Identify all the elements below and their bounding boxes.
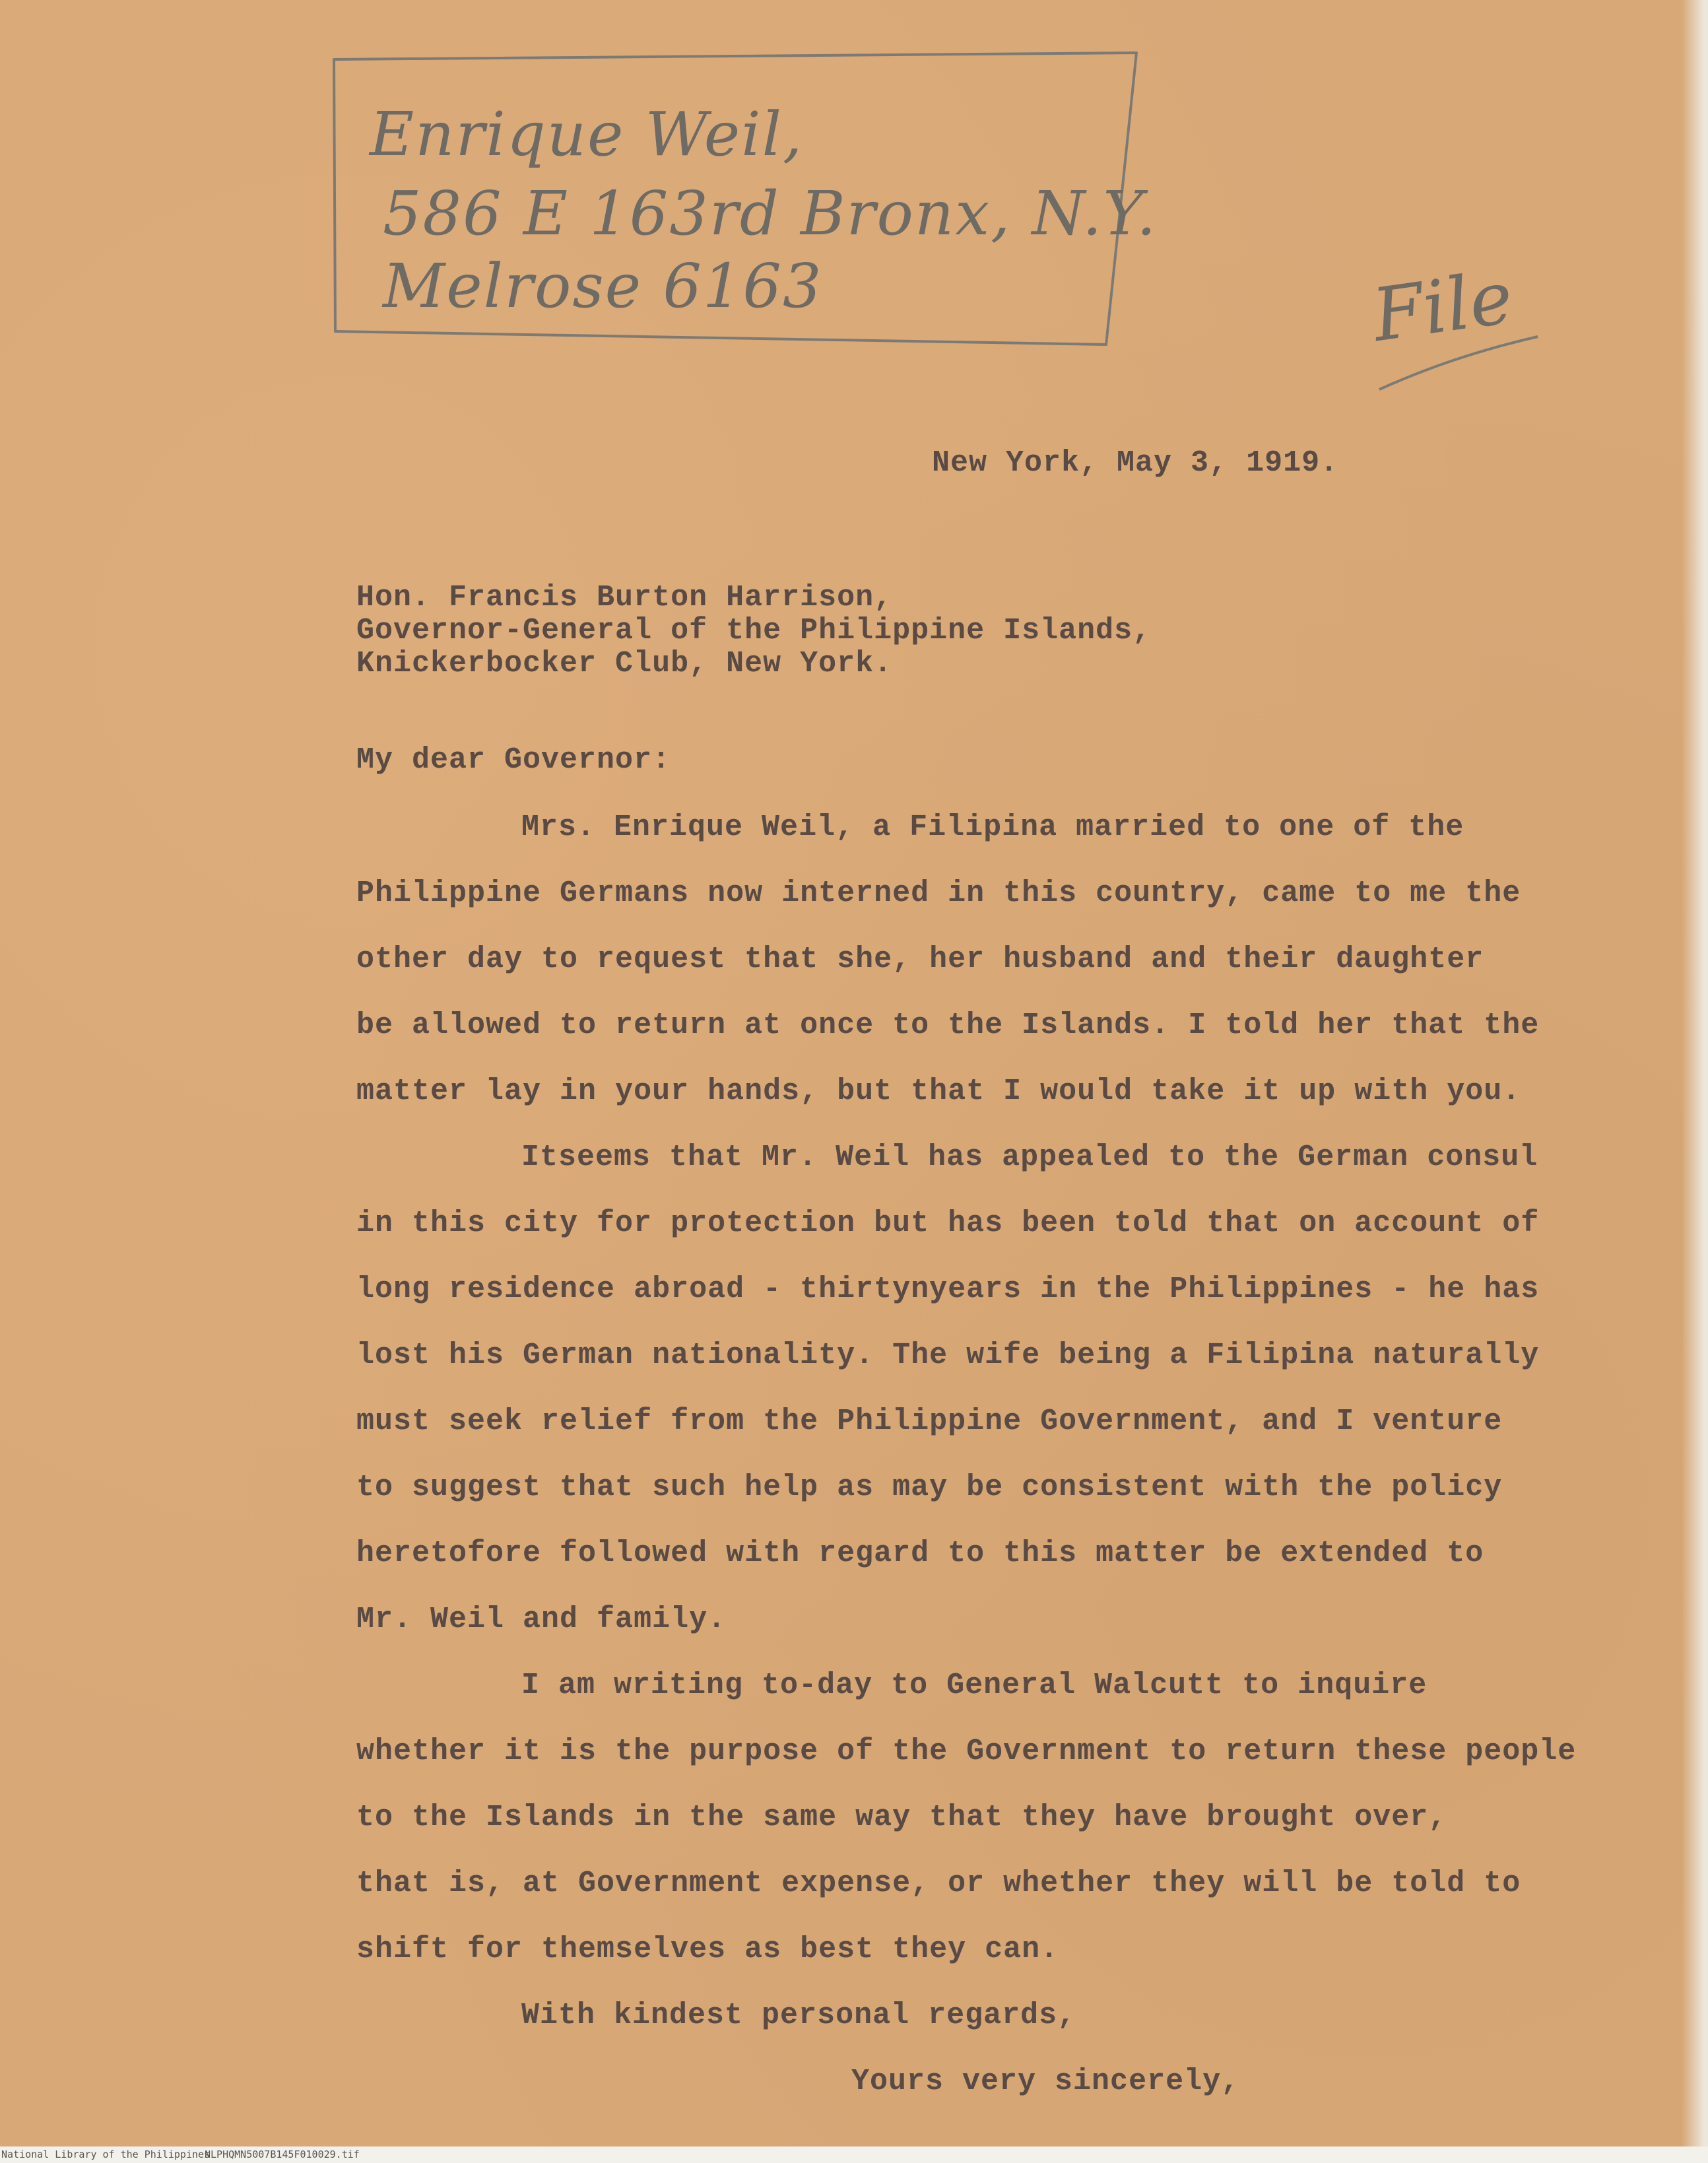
library-credit: National Library of the Philippines	[1, 2148, 211, 2160]
salutation: My dear Governor:	[356, 743, 671, 777]
handwritten-street: 586 E 163rd Bronx, N.Y.	[383, 178, 1158, 249]
body-line: shift for themselves as best they can.	[356, 1933, 1059, 1966]
body-line: to suggest that such help as may be consistent with the policy	[356, 1471, 1503, 1504]
file-identifier: NLPHQMN5007B145F010029.tif	[205, 2148, 360, 2160]
regards-line: With kindest personal regards,	[521, 1999, 1076, 2032]
recipient-name: Hon. Francis Burton Harrison,	[356, 581, 893, 615]
body-line: must seek relief from the Philippine Government, and I venture	[356, 1405, 1503, 1438]
body-line: whether it is the purpose of the Government to return these people	[356, 1735, 1577, 1768]
handwritten-phone: Melrose 6163	[383, 251, 823, 321]
body-line: lost his German nationality. The wife being a Filipina naturally	[356, 1339, 1540, 1372]
body-line: Itseems that Mr. Weil has appealed to the German consul	[521, 1141, 1538, 1174]
closing: Yours very sincerely,	[851, 2065, 1240, 2098]
body-line: to the Islands in the same way that they have brought over,	[356, 1801, 1447, 1834]
body-line: in this city for protection but has been told that on account of	[356, 1207, 1540, 1240]
body-line: I am writing to-day to General Walcutt to inquire	[521, 1669, 1428, 1702]
body-line: heretofore followed with regard to this matter be extended to	[356, 1537, 1484, 1570]
body-line: that is, at Government expense, or whether they will be told to	[356, 1867, 1521, 1900]
body-line: long residence abroad - thirtynyears in the Philippines - he has	[356, 1273, 1540, 1306]
page-edge	[1682, 0, 1708, 2163]
recipient-address: Knickerbocker Club, New York.	[356, 647, 893, 681]
file-mark-underline	[1373, 323, 1544, 396]
body-line: Mrs. Enrique Weil, a Filipina married to one of the	[521, 811, 1464, 844]
body-line: Mr. Weil and family.	[356, 1603, 727, 1636]
body-line: Philippine Germans now interned in this country, came to me the	[356, 877, 1521, 910]
dateline: New York, May 3, 1919.	[932, 446, 1339, 480]
body-line: matter lay in your hands, but that I would take it up with you.	[356, 1075, 1521, 1108]
recipient-title: Governor-General of the Philippine Islands,	[356, 614, 1152, 648]
body-line: other day to request that she, her husband and their daughter	[356, 943, 1484, 976]
scan-footer	[0, 2146, 1708, 2163]
body-line: be allowed to return at once to the Islands. I told her that the	[356, 1009, 1540, 1042]
handwritten-name: Enrique Weil,	[370, 99, 804, 170]
handwritten-file-mark: File	[1367, 254, 1518, 358]
